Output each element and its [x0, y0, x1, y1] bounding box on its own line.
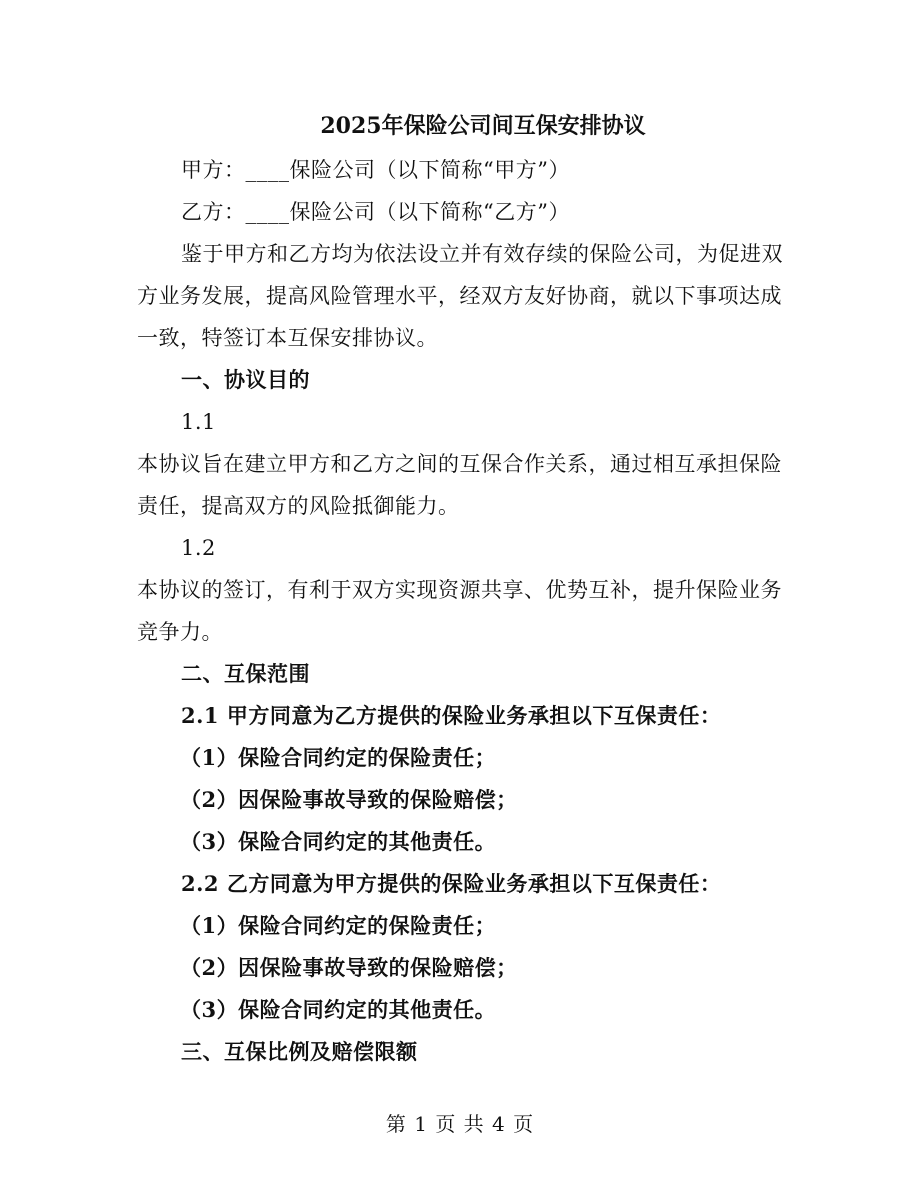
list-item: （3）保险合同约定的其他责任。	[180, 997, 497, 1022]
section-heading-3: 三、互保比例及赔偿限额	[181, 1039, 418, 1064]
section-heading-2: 二、互保范围	[181, 661, 310, 686]
list-item: （2）因保险事故导致的保险赔偿；	[180, 787, 518, 812]
list-item: （1）保险合同约定的保险责任；	[180, 745, 497, 770]
clause-number-1-1: 1.1	[181, 410, 216, 434]
section-heading-1: 一、协议目的	[181, 367, 310, 392]
clause-text-line: 竞争力。	[137, 620, 223, 644]
preamble-line: 一致，特签订本互保安排协议。	[137, 326, 438, 350]
clause-text-line: 本协议旨在建立甲方和乙方之间的互保合作关系，通过相互承担保险	[137, 452, 782, 476]
page-indicator: 第 1 页 共 4 页	[385, 1112, 535, 1136]
clause-text-line: 本协议的签订，有利于双方实现资源共享、优势互补，提升保险业务	[137, 578, 782, 602]
document-title: 2025年保险公司间互保安排协议	[320, 113, 646, 139]
preamble-line: 鉴于甲方和乙方均为依法设立并有效存续的保险公司，为促进双	[181, 242, 783, 266]
list-item: （1）保险合同约定的保险责任；	[180, 913, 497, 938]
clause-2-2: 2.2 乙方同意为甲方提供的保险业务承担以下互保责任：	[181, 871, 722, 896]
clause-number-1-2: 1.2	[181, 536, 216, 560]
party-b-line: 乙方：____保险公司（以下简称“乙方”）	[181, 200, 570, 224]
clause-text-line: 责任，提高双方的风险抵御能力。	[137, 494, 460, 518]
party-a-line: 甲方：____保险公司（以下简称“甲方”）	[181, 158, 570, 182]
list-item: （3）保险合同约定的其他责任。	[180, 829, 497, 854]
preamble-line: 方业务发展，提高风险管理水平，经双方友好协商，就以下事项达成	[137, 284, 782, 308]
list-item: （2）因保险事故导致的保险赔偿；	[180, 955, 518, 980]
clause-2-1: 2.1 甲方同意为乙方提供的保险业务承担以下互保责任：	[181, 703, 722, 728]
